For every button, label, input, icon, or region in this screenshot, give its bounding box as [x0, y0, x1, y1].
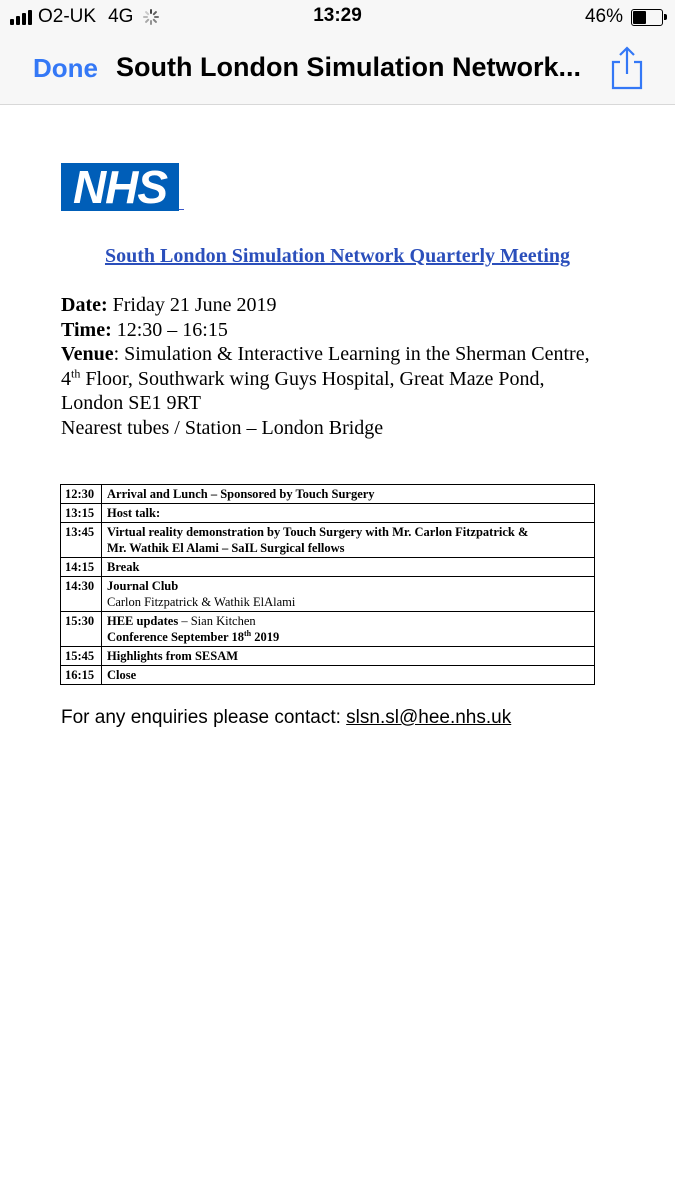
agenda-item: Host talk:: [102, 504, 595, 523]
date-line: Date: Friday 21 June 2019: [61, 294, 277, 316]
agenda-item: Highlights from SESAM: [102, 647, 595, 666]
time-line: Time: 12:30 – 16:15: [61, 318, 228, 341]
table-row: [61, 577, 595, 612]
agenda-item: Journal Club Carlon Fitzpatrick & Wathik ElAlami: [102, 577, 595, 612]
carrier-label: O2-UK: [38, 6, 97, 27]
nearest-station: Nearest tubes / Station – London Bridge: [61, 416, 384, 439]
meeting-details: [61, 293, 641, 440]
battery-icon: [631, 9, 663, 26]
table-row: [61, 558, 595, 577]
agenda-time: 14:30: [61, 577, 102, 612]
contact-text: For any enquiries please contact:: [61, 707, 347, 728]
document-title: South London Simulation Network Quarterly Meeting: [104, 245, 571, 267]
table-row: [61, 647, 595, 666]
agenda-time: 14:15: [61, 558, 102, 577]
venue-line-3: London SE1 9RT: [61, 392, 201, 414]
logo-link-underline: [179, 209, 184, 210]
agenda-time: 13:45: [61, 523, 102, 558]
nhs-logo: NHS: [61, 163, 179, 211]
agenda-time: 15:45: [61, 647, 102, 666]
agenda-time: 15:30: [61, 612, 102, 647]
battery-fill: [633, 11, 646, 24]
nav-title: South London Simulation Network...: [116, 52, 581, 82]
table-row: [61, 612, 595, 647]
table-row: [61, 523, 595, 558]
nav-bar: [0, 34, 675, 105]
status-bar: [0, 0, 675, 34]
document-view: [0, 105, 675, 1200]
agenda-table: [60, 484, 595, 685]
network-label: 4G: [108, 6, 134, 27]
battery-percent: 46%: [584, 6, 623, 27]
venue-line-2: 4th Floor, Southwark wing Guys Hospital, Great Maze Pond,: [61, 365, 545, 390]
table-row: [61, 485, 595, 504]
venue-line: Venue: Simulation & Interactive Learning in the Sherman Centre,: [61, 343, 590, 365]
agenda-item: Close: [102, 666, 595, 685]
done-button[interactable]: Done: [33, 53, 98, 83]
contact-line: [61, 707, 511, 729]
table-row: [61, 504, 595, 523]
agenda-time: 13:15: [61, 504, 102, 523]
agenda-item: HEE updates – Sian Kitchen Conference September 18th 2019: [102, 612, 595, 647]
agenda-item: Virtual reality demonstration by Touch Surgery with Mr. Carlon Fitzpatrick & Mr. Wathik El Alami – SaIL Surgical fellows: [102, 523, 595, 558]
status-time: 13:29: [313, 5, 362, 26]
agenda-item: Arrival and Lunch – Sponsored by Touch Surgery: [102, 485, 595, 504]
contact-email-link[interactable]: slsn.sl@hee.nhs.uk: [346, 707, 512, 728]
agenda-item: Break: [102, 558, 595, 577]
share-icon[interactable]: [607, 44, 647, 92]
agenda-time: 16:15: [61, 666, 102, 685]
agenda-time: 12:30: [61, 485, 102, 504]
table-row: [61, 666, 595, 685]
